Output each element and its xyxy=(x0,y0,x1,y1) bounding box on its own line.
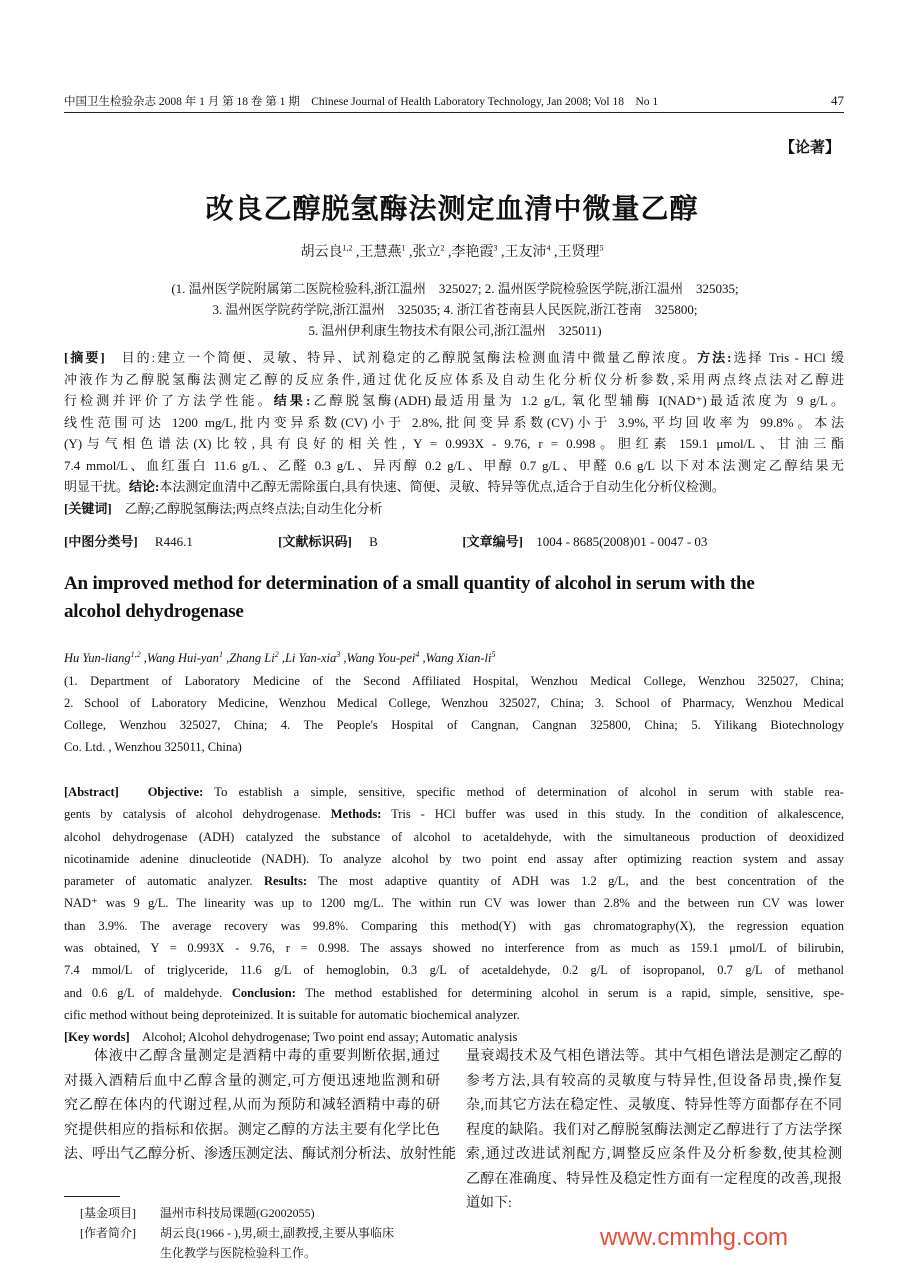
text-segment: 乙醇;乙醇脱氢酶法;两点终点法;自动生化分析 xyxy=(111,500,383,516)
text-segment: 乙醇在准确度、特异性及稳定性方面有一定程度的改善,现报 xyxy=(466,1171,842,1187)
text-line xyxy=(64,1119,440,1144)
author-name: Wang You-pei xyxy=(346,651,416,666)
author-affiliation-mark: 3 xyxy=(336,650,341,659)
text-segment: 目的:建立一个简便、灵敏、特异、试剂稳定的乙醇脱氢酶法检测血清中微量乙醇浓度。 xyxy=(104,350,698,365)
text-line xyxy=(64,1143,456,1168)
header-rule xyxy=(64,112,844,113)
text-segment: To establish a simple, sensitive, specific method of determination of alcohol in serum with stable rea- xyxy=(203,785,844,799)
text-segment: The most adaptive quantity of ADH was 1.2 g/L, and the best concentration of the xyxy=(307,874,844,889)
text-line xyxy=(64,959,844,981)
text-segment: than 3.9%. The average recovery was 99.8%. Comparing this method(Y) with gas chromatography(X), the regression equation xyxy=(64,918,844,933)
text-line xyxy=(466,1143,842,1168)
text-segment: The method established for determining alcohol in serum is a rapid, simple, sensitive, spe- xyxy=(295,985,844,1000)
separator: , xyxy=(340,651,347,666)
article-id-value: 1004 - 8685(2008)01 - 0047 - 03 xyxy=(536,534,708,549)
text-line xyxy=(64,390,844,412)
footnotes xyxy=(80,1203,394,1263)
author-affiliation-mark: 5 xyxy=(491,650,496,659)
affiliations-en xyxy=(64,670,844,758)
text-segment: 明显干扰。 xyxy=(64,479,130,494)
affiliations-cn xyxy=(90,278,820,341)
text-segment: 本法测定血清中乙醇无需除蛋白,具有快速、简便、灵敏、特异等优点,适合于自动生化分析仪检测。 xyxy=(159,479,725,494)
text-line xyxy=(64,1070,440,1095)
author-name: 王贤理 xyxy=(557,245,600,260)
affiliation-line: 3. 温州医学院药学院,浙江温州 325035; 4. 浙江省苍南县人民医院,浙江苍南 325800; xyxy=(212,302,698,317)
author-affiliation-mark: 1,2 xyxy=(130,650,141,659)
text-segment: was obtained, Y = 0.993X - 9.76, r = 0.998. The assays showed no interference from as much as 159.1 μmol/L of bilirubin, xyxy=(64,941,844,956)
author-affiliation-mark: 2 xyxy=(274,650,279,659)
text-segment: cific method without being deproteinized. It is suitable for automatic biochemical analyzer. xyxy=(64,1007,520,1022)
text-segment: 参考方法,具有较高的灵敏度与特异性,但设备昂贵,操作复 xyxy=(466,1073,842,1089)
journal-info: 中国卫生检验杂志 2008 年 1 月 第 18 卷 第 1 期 Chinese Journal of Health Laboratory Technology, Jan 2008; Vol 18 No 1 xyxy=(64,96,659,108)
text-line xyxy=(64,433,844,455)
text-line xyxy=(64,692,844,714)
section-label: [关键词] xyxy=(64,500,112,516)
authors-en xyxy=(64,650,496,666)
text-line xyxy=(64,412,844,434)
author-affiliation-mark: 3 xyxy=(493,243,498,253)
text-segment xyxy=(119,785,148,799)
text-segment: 量衰竭技术及气相色谱法等。其中气相色谱法是测定乙醇的 xyxy=(466,1049,842,1064)
author-name: 王慧燕 xyxy=(359,245,402,260)
separator: , xyxy=(444,245,452,260)
text-line xyxy=(64,781,844,803)
section-label: Results: xyxy=(263,874,307,889)
separator: , xyxy=(278,651,285,666)
text-segment: (Y)与气相色谱法(X)比较,具有良好的相关性, Y = 0.993X - 9.76, r = 0.998。胆红素 159.1 μmol/L、甘油三酯 xyxy=(64,436,844,451)
text-line xyxy=(64,476,844,498)
text-segment: Tris - HCl buffer was used in this study. In the condition of alkalescence, xyxy=(381,807,845,822)
text-segment: parameter of automatic analyzer. xyxy=(64,874,264,889)
author-affiliation-mark: 1 xyxy=(218,650,223,659)
text-line xyxy=(466,1094,842,1119)
text-line xyxy=(64,892,844,914)
text-line xyxy=(64,848,844,870)
text-segment: 乙醇脱氢酶(ADH)最适用量为 1.2 g/L, 氧化型辅酶 I(NAD⁺)最适浓度为 9 g/L。 xyxy=(310,393,844,408)
clc-value: R446.1 xyxy=(154,534,193,549)
text-segment: 2. School of Laboratory Medicine, Wenzhou Medical College, Wenzhou 325027, China; 3. School of Pharmacy, Wenzhou Medical xyxy=(64,696,844,710)
author-name: Wang Hui-yan xyxy=(146,651,219,666)
author-affiliation-mark: 4 xyxy=(546,243,551,253)
text-segment: 法、呼出气乙醇分析、渗透压测定法、酶试剂分析法、放射性能 xyxy=(64,1147,456,1162)
text-segment: Co. Ltd. , Wenzhou 325011, China) xyxy=(64,740,242,754)
author-name: Zhang Li xyxy=(229,651,275,666)
text-line xyxy=(466,1192,842,1217)
text-segment: 线性范围可达 1200 mg/L,批内变异系数(CV)小于 2.8%,批间变异系数(CV)小于 3.9%,平均回收率为 99.8%。本法 xyxy=(64,414,844,430)
fund-text: 温州市科技局课题(G2002055) xyxy=(160,1206,315,1220)
bio-text-cont: 生化教学与医院检验科工作。 xyxy=(160,1246,317,1260)
author-affiliation-mark: 1 xyxy=(401,243,406,253)
text-line xyxy=(64,1004,844,1026)
running-header xyxy=(64,93,844,109)
text-line xyxy=(64,826,844,848)
section-tag: 【论著】 xyxy=(779,140,840,156)
text-line xyxy=(466,1070,842,1095)
affiliation-line: 5. 温州伊利康生物技术有限公司,浙江温州 325011) xyxy=(308,323,602,338)
separator: , xyxy=(405,245,413,260)
text-segment: 究提供相应的指标和依据。测定乙醇的方法主要有化学比色 xyxy=(64,1122,440,1138)
text-segment: gents by catalysis of alcohol dehydrogenase. xyxy=(64,807,331,822)
doc-code-value: B xyxy=(369,534,378,549)
author-affiliation-mark: 5 xyxy=(599,243,604,253)
separator: , xyxy=(140,651,147,666)
author-name: 王友沛 xyxy=(504,245,547,260)
clc-label: [中图分类号] xyxy=(64,534,138,549)
separator: , xyxy=(352,245,360,260)
author-name: 李艳霞 xyxy=(451,245,494,260)
text-segment: 7.4 mmol/L of triglyceride, 11.6 g/L of hemoglobin, 0.3 g/L of acetaldehyde, 0.2 g/L of isopropanol, 0.7 g/L of methanol xyxy=(64,963,844,978)
classification-row xyxy=(64,531,844,550)
section-label: 方法: xyxy=(697,350,732,365)
bio-text: 胡云良(1966 - ),男,硕士,副教授,主要从事临床 xyxy=(160,1226,394,1240)
section-label: Conclusion: xyxy=(231,985,296,1000)
title-en-line: alcohol dehydrogenase xyxy=(64,601,244,622)
title-cn: 改良乙醇脱氢酶法测定血清中微量乙醇 xyxy=(205,194,699,225)
text-line xyxy=(64,870,844,892)
text-line xyxy=(64,937,844,959)
text-line xyxy=(64,1094,440,1119)
author-affiliation-mark: 4 xyxy=(415,650,420,659)
section-label: Objective: xyxy=(147,785,204,799)
affiliation-line: (1. 温州医学院附属第二医院检验科,浙江温州 325027; 2. 温州医学院检验医学院,浙江温州 325035; xyxy=(171,281,739,296)
text-segment: 7.4 mmol/L、血红蛋白 11.6 g/L、乙醛 0.3 g/L、异丙醇 0.2 g/L、甲醇 0.7 g/L、甲醛 0.6 g/L 以下对本法测定乙醇结果无 xyxy=(64,457,844,473)
text-segment: nicotinamide adenine dinucleotide (NADH). To analyze alcohol by two point end assay after optimizing reaction system and assay xyxy=(64,851,844,866)
text-line xyxy=(64,1045,440,1070)
text-segment: 行检测并评价了方法学性能。 xyxy=(64,393,274,408)
text-line xyxy=(64,714,844,736)
footnote-rule xyxy=(64,1196,120,1197)
text-segment: 究乙醇在体内的代谢过程,从而为预防和减轻酒精中毒的研 xyxy=(64,1098,440,1113)
text-line xyxy=(64,369,844,391)
text-line xyxy=(64,915,844,937)
separator: , xyxy=(497,245,505,260)
fund-label: [基金项目] xyxy=(80,1206,136,1220)
text-line xyxy=(64,736,844,758)
article-id-label: [文章编号] xyxy=(462,534,524,549)
doc-code-label: [文献标识码] xyxy=(278,534,352,549)
title-en-line: An improved method for determination of a small quantity of alcohol in serum with the xyxy=(64,573,755,594)
text-segment: 冲液作为乙醇脱氢酶法测定乙醇的反应条件,通过优化反应体系及自动生化分析仪分析参数,采用两点终点法对乙醇进 xyxy=(64,371,844,387)
text-line xyxy=(466,1045,842,1070)
author-affiliation-mark: 2 xyxy=(440,243,445,253)
text-segment: Alcohol; Alcohol dehydrogenase; Two point end assay; Automatic analysis xyxy=(129,1030,518,1045)
separator: , xyxy=(419,651,426,666)
text-segment: 程度的缺陷。我们对乙醇脱氢酶法测定乙醇进行了方法学探 xyxy=(466,1122,842,1138)
text-line xyxy=(64,498,844,520)
text-segment: NAD⁺ was 9 g/L. The linearity was up to 1200 mg/L. The within run CV was lower than 2.8% and the between run CV was lower xyxy=(64,896,844,911)
abstract-en xyxy=(64,781,844,1049)
section-label: [Key words] xyxy=(64,1030,130,1045)
section-label: [Abstract] xyxy=(64,785,119,799)
author-name: Wang Xian-li xyxy=(425,651,492,666)
title-en xyxy=(64,570,844,626)
page-number: 47 xyxy=(831,93,844,108)
text-line xyxy=(64,347,844,369)
separator: , xyxy=(222,651,230,666)
author-name: 张立 xyxy=(412,245,441,260)
separator: , xyxy=(550,245,558,260)
text-segment: 索,通过改进试剂配方,调整反应条件及分析参数,使其检测 xyxy=(466,1147,842,1162)
text-line xyxy=(64,670,844,692)
text-segment: alcohol dehydrogenase (ADH) catalyzed the substance of alcohol to acetaldehyde, with the simultaneous production of deoxidized xyxy=(64,829,844,844)
text-segment: (1. Department of Laboratory Medicine of the Second Affiliated Hospital, Wenzhou Medical College, Wenzhou 325027, China; xyxy=(64,674,844,688)
section-label: 结果: xyxy=(273,393,311,408)
text-segment: 体液中乙醇含量测定是酒精中毒的重要判断依据,通过 xyxy=(64,1049,440,1064)
text-line xyxy=(64,455,844,477)
text-line xyxy=(466,1168,842,1193)
text-segment: 选择 Tris - HCl 缓 xyxy=(731,350,844,365)
text-segment: and 0.6 g/L of maldehyde. xyxy=(64,985,232,1000)
author-name: Li Yan-xia xyxy=(284,651,337,666)
section-label: 结论: xyxy=(129,479,160,494)
author-name: Hu Yun-liang xyxy=(64,651,131,666)
text-segment: College, Wenzhou 325027, China; 4. The People's Hospital of Cangnan, Cangnan 325800, China; 5. Yilikang Biotechnology xyxy=(64,718,844,732)
text-segment: 杂,而其它方法在稳定性、灵敏度、特异性等方面都存在不同 xyxy=(466,1098,842,1113)
authors-cn xyxy=(0,241,904,261)
abstract-cn xyxy=(64,347,844,519)
bio-label: [作者简介] xyxy=(80,1226,136,1240)
watermark: www.cmmhg.com xyxy=(600,1224,789,1251)
section-label: [摘要] xyxy=(64,350,105,365)
text-line xyxy=(64,803,844,825)
section-label: Methods: xyxy=(330,807,382,822)
body-left-column xyxy=(64,1045,456,1168)
body-right-column xyxy=(466,1045,842,1217)
text-line xyxy=(64,982,844,1004)
text-line xyxy=(466,1119,842,1144)
author-name: 胡云良 xyxy=(300,245,343,260)
text-segment: 道如下: xyxy=(466,1196,512,1211)
text-segment: 对摄入酒精后血中乙醇含量的测定,可方便迅速地监测和研 xyxy=(64,1073,440,1089)
author-affiliation-mark: 1,2 xyxy=(342,243,353,253)
